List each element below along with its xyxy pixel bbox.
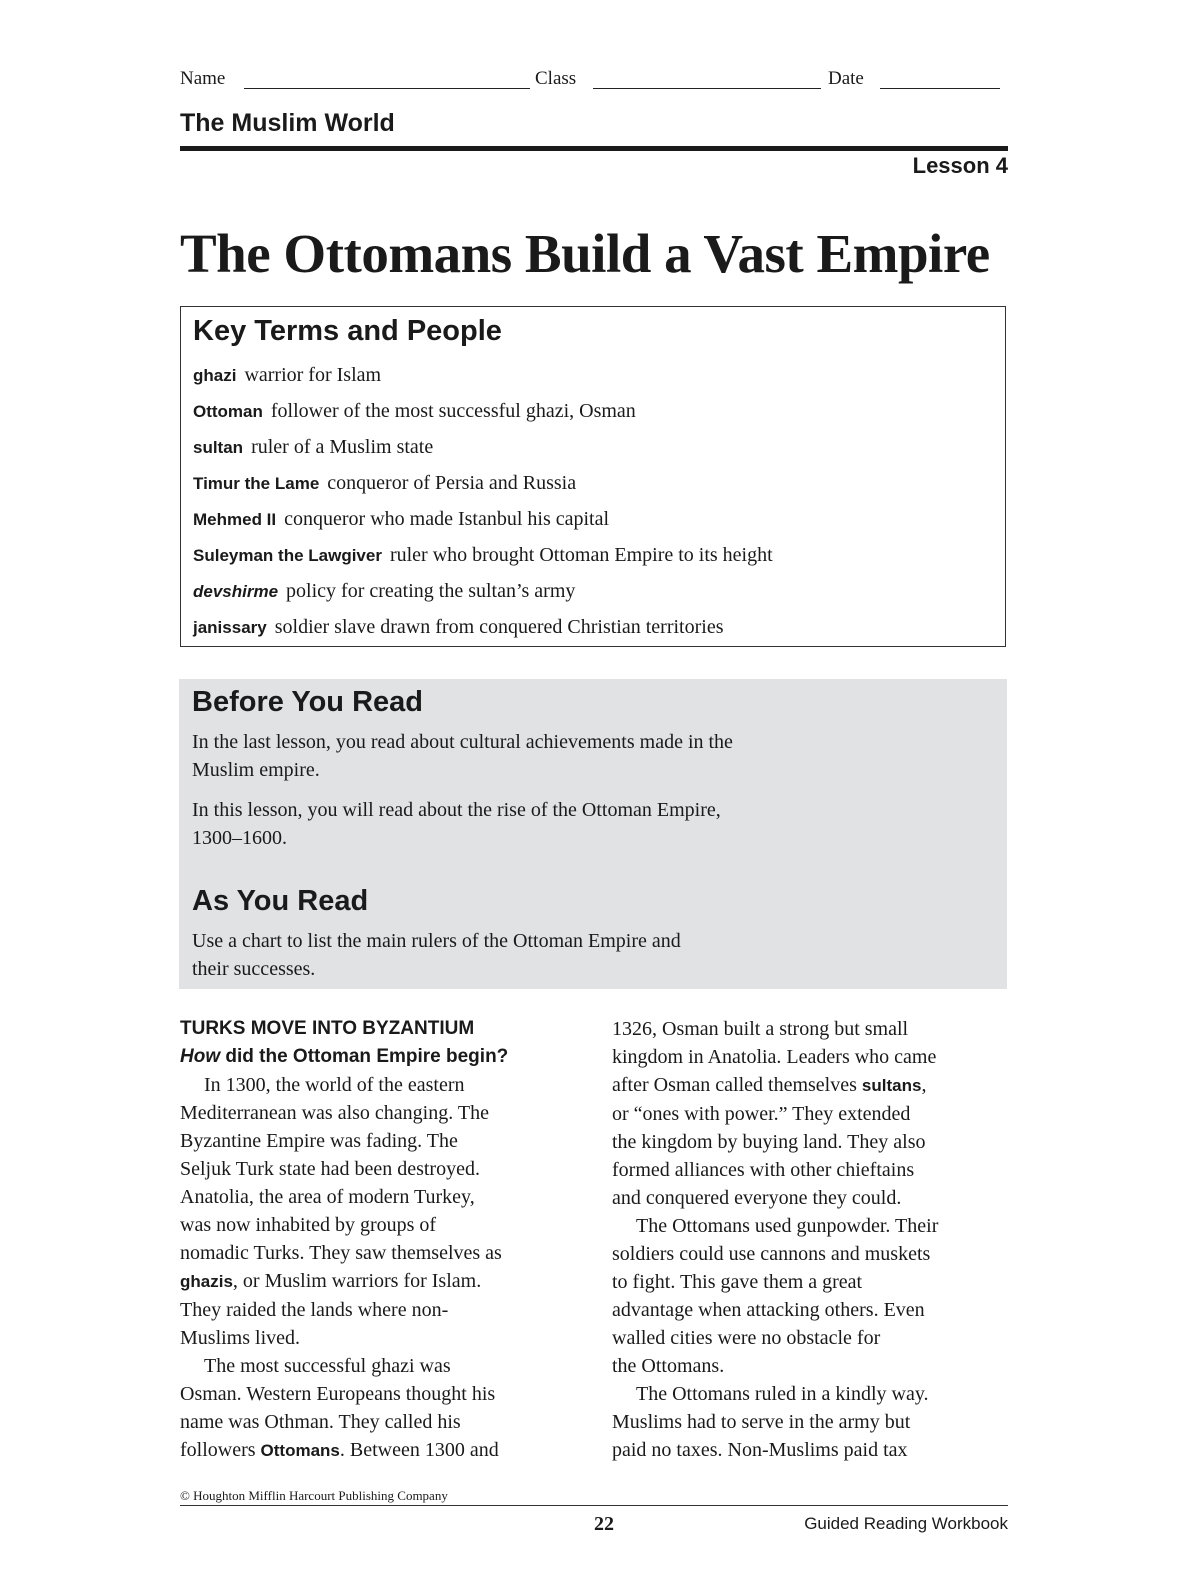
text-line: Osman. Western Europeans thought his	[180, 1383, 496, 1405]
as-you-read-para	[192, 927, 892, 983]
left-column	[180, 1015, 580, 1465]
text-line: and conquered everyone they could.	[612, 1187, 902, 1209]
definition: soldier slave drawn from conquered Christian territories	[274, 616, 724, 638]
term: janissary	[193, 618, 267, 637]
term: Timur the Lame	[193, 474, 320, 493]
right-body	[612, 1015, 1012, 1464]
term-row	[193, 580, 575, 603]
before-you-read-para-1	[192, 728, 892, 784]
before-you-read-para-2	[192, 796, 892, 852]
text-line: Mediterranean was also changing. The	[180, 1102, 489, 1124]
text-line: nomadic Turks. They saw themselves as	[180, 1242, 502, 1264]
text-line: The Ottomans ruled in a kindly way.	[636, 1383, 929, 1405]
class-blank	[593, 88, 821, 89]
text-line: 1326, Osman built a strong but small	[612, 1018, 909, 1040]
text-line: Byzantine Empire was fading. The	[180, 1130, 458, 1152]
text-line: to fight. This gave them a great	[612, 1271, 863, 1293]
definition: follower of the most successful ghazi, Osman	[270, 400, 636, 422]
key-term-ottomans: Ottomans	[260, 1441, 340, 1460]
before-you-read-heading: Before You Read	[192, 686, 423, 718]
key-terms-box	[180, 306, 1006, 647]
text-fragment: . Between 1300 and	[339, 1439, 499, 1461]
text-line: Muslim empire.	[192, 759, 320, 781]
term-row	[193, 364, 381, 387]
text-line: name was Othman. They called his	[180, 1411, 461, 1433]
page-title: The Ottomans Build a Vast Empire	[180, 223, 990, 284]
lesson-number: Lesson 4	[912, 153, 1008, 178]
text-line: advantage when attacking others. Even	[612, 1299, 925, 1321]
text-line: the kingdom by buying land. They also	[612, 1131, 926, 1153]
footer-rule	[180, 1505, 1008, 1506]
text-line: Seljuk Turk state had been destroyed.	[180, 1158, 480, 1180]
text-line	[180, 1267, 580, 1296]
definition: conqueror of Persia and Russia	[327, 472, 577, 494]
definition: warrior for Islam	[244, 364, 382, 386]
text-line: or “ones with power.” They extended	[612, 1103, 911, 1125]
text-line: Muslims lived.	[180, 1327, 301, 1349]
key-terms-heading: Key Terms and People	[193, 315, 502, 347]
definition: conqueror who made Istanbul his capital	[284, 508, 610, 530]
header-rule	[180, 146, 1008, 151]
term: Suleyman the Lawgiver	[193, 546, 382, 565]
section-question	[180, 1043, 580, 1071]
definition: ruler of a Muslim state	[251, 436, 434, 458]
date-label: Date	[828, 68, 864, 89]
text-fragment: ,	[921, 1074, 927, 1096]
term-row	[193, 472, 576, 495]
class-label: Class	[535, 68, 577, 89]
text-fragment: , or Muslim warriors for Islam.	[232, 1270, 482, 1292]
workbook-title: Guided Reading Workbook	[804, 1514, 1008, 1533]
text-fragment: after Osman called themselves	[612, 1074, 862, 1096]
left-body	[180, 1071, 580, 1465]
term: Ottoman	[193, 402, 263, 421]
term: devshirme	[193, 582, 279, 601]
text-line: In this lesson, you will read about the rise of the Ottoman Empire,	[192, 799, 721, 821]
text-line: 1300–1600.	[192, 827, 287, 849]
right-column	[612, 1015, 1012, 1464]
key-term-sultans: sultans	[861, 1076, 922, 1095]
section-heading: TURKS MOVE INTO BYZANTIUM	[180, 1018, 475, 1039]
text-line: walled cities were no obstacle for	[612, 1327, 881, 1349]
text-line: Use a chart to list the main rulers of the Ottoman Empire and	[192, 930, 681, 952]
text-line: In the last lesson, you read about cultural achievements made in the	[192, 731, 733, 753]
term-row	[193, 616, 723, 639]
key-term-ghazis: ghazis	[180, 1272, 233, 1291]
term-row	[193, 400, 636, 423]
text-line: was now inhabited by groups of	[180, 1214, 437, 1236]
term-row	[193, 508, 609, 531]
question-emphasis: How	[180, 1046, 221, 1067]
name-blank	[244, 88, 530, 89]
term-row	[193, 544, 773, 567]
header-fields	[180, 66, 1008, 92]
copyright: © Houghton Mifflin Harcourt Publishing Company	[180, 1488, 448, 1503]
term: ghazi	[193, 366, 237, 385]
term: Mehmed II	[193, 510, 277, 529]
text-line: In 1300, the world of the eastern	[204, 1074, 465, 1096]
date-blank	[880, 88, 1000, 89]
text-line: Muslims had to serve in the army but	[612, 1411, 911, 1433]
reading-guide-box	[179, 679, 1007, 989]
text-line: paid no taxes. Non-Muslims paid tax	[612, 1439, 908, 1461]
text-line: Anatolia, the area of modern Turkey,	[180, 1186, 475, 1208]
text-line: their successes.	[192, 958, 316, 980]
term: sultan	[193, 438, 244, 457]
text-line: kingdom in Anatolia. Leaders who came	[612, 1046, 937, 1068]
text-line	[612, 1071, 1012, 1100]
as-you-read-heading: As You Read	[192, 885, 369, 917]
text-line	[180, 1436, 580, 1465]
text-line: The most successful ghazi was	[204, 1355, 451, 1377]
question-text: did the Ottoman Empire begin?	[220, 1046, 509, 1067]
definition: policy for creating the sultan’s army	[286, 580, 576, 602]
text-line: formed alliances with other chieftains	[612, 1159, 915, 1181]
term-row	[193, 436, 433, 459]
definition: ruler who brought Ottoman Empire to its height	[389, 544, 773, 566]
text-line: the Ottomans.	[612, 1355, 725, 1377]
page-number: 22	[594, 1513, 614, 1535]
text-line: soldiers could use cannons and muskets	[612, 1243, 931, 1265]
text-line: The Ottomans used gunpowder. Their	[636, 1215, 939, 1237]
text-line: They raided the lands where non-	[180, 1299, 449, 1321]
text-fragment: followers	[180, 1439, 261, 1461]
name-label: Name	[180, 68, 226, 89]
unit-title: The Muslim World	[180, 109, 395, 137]
